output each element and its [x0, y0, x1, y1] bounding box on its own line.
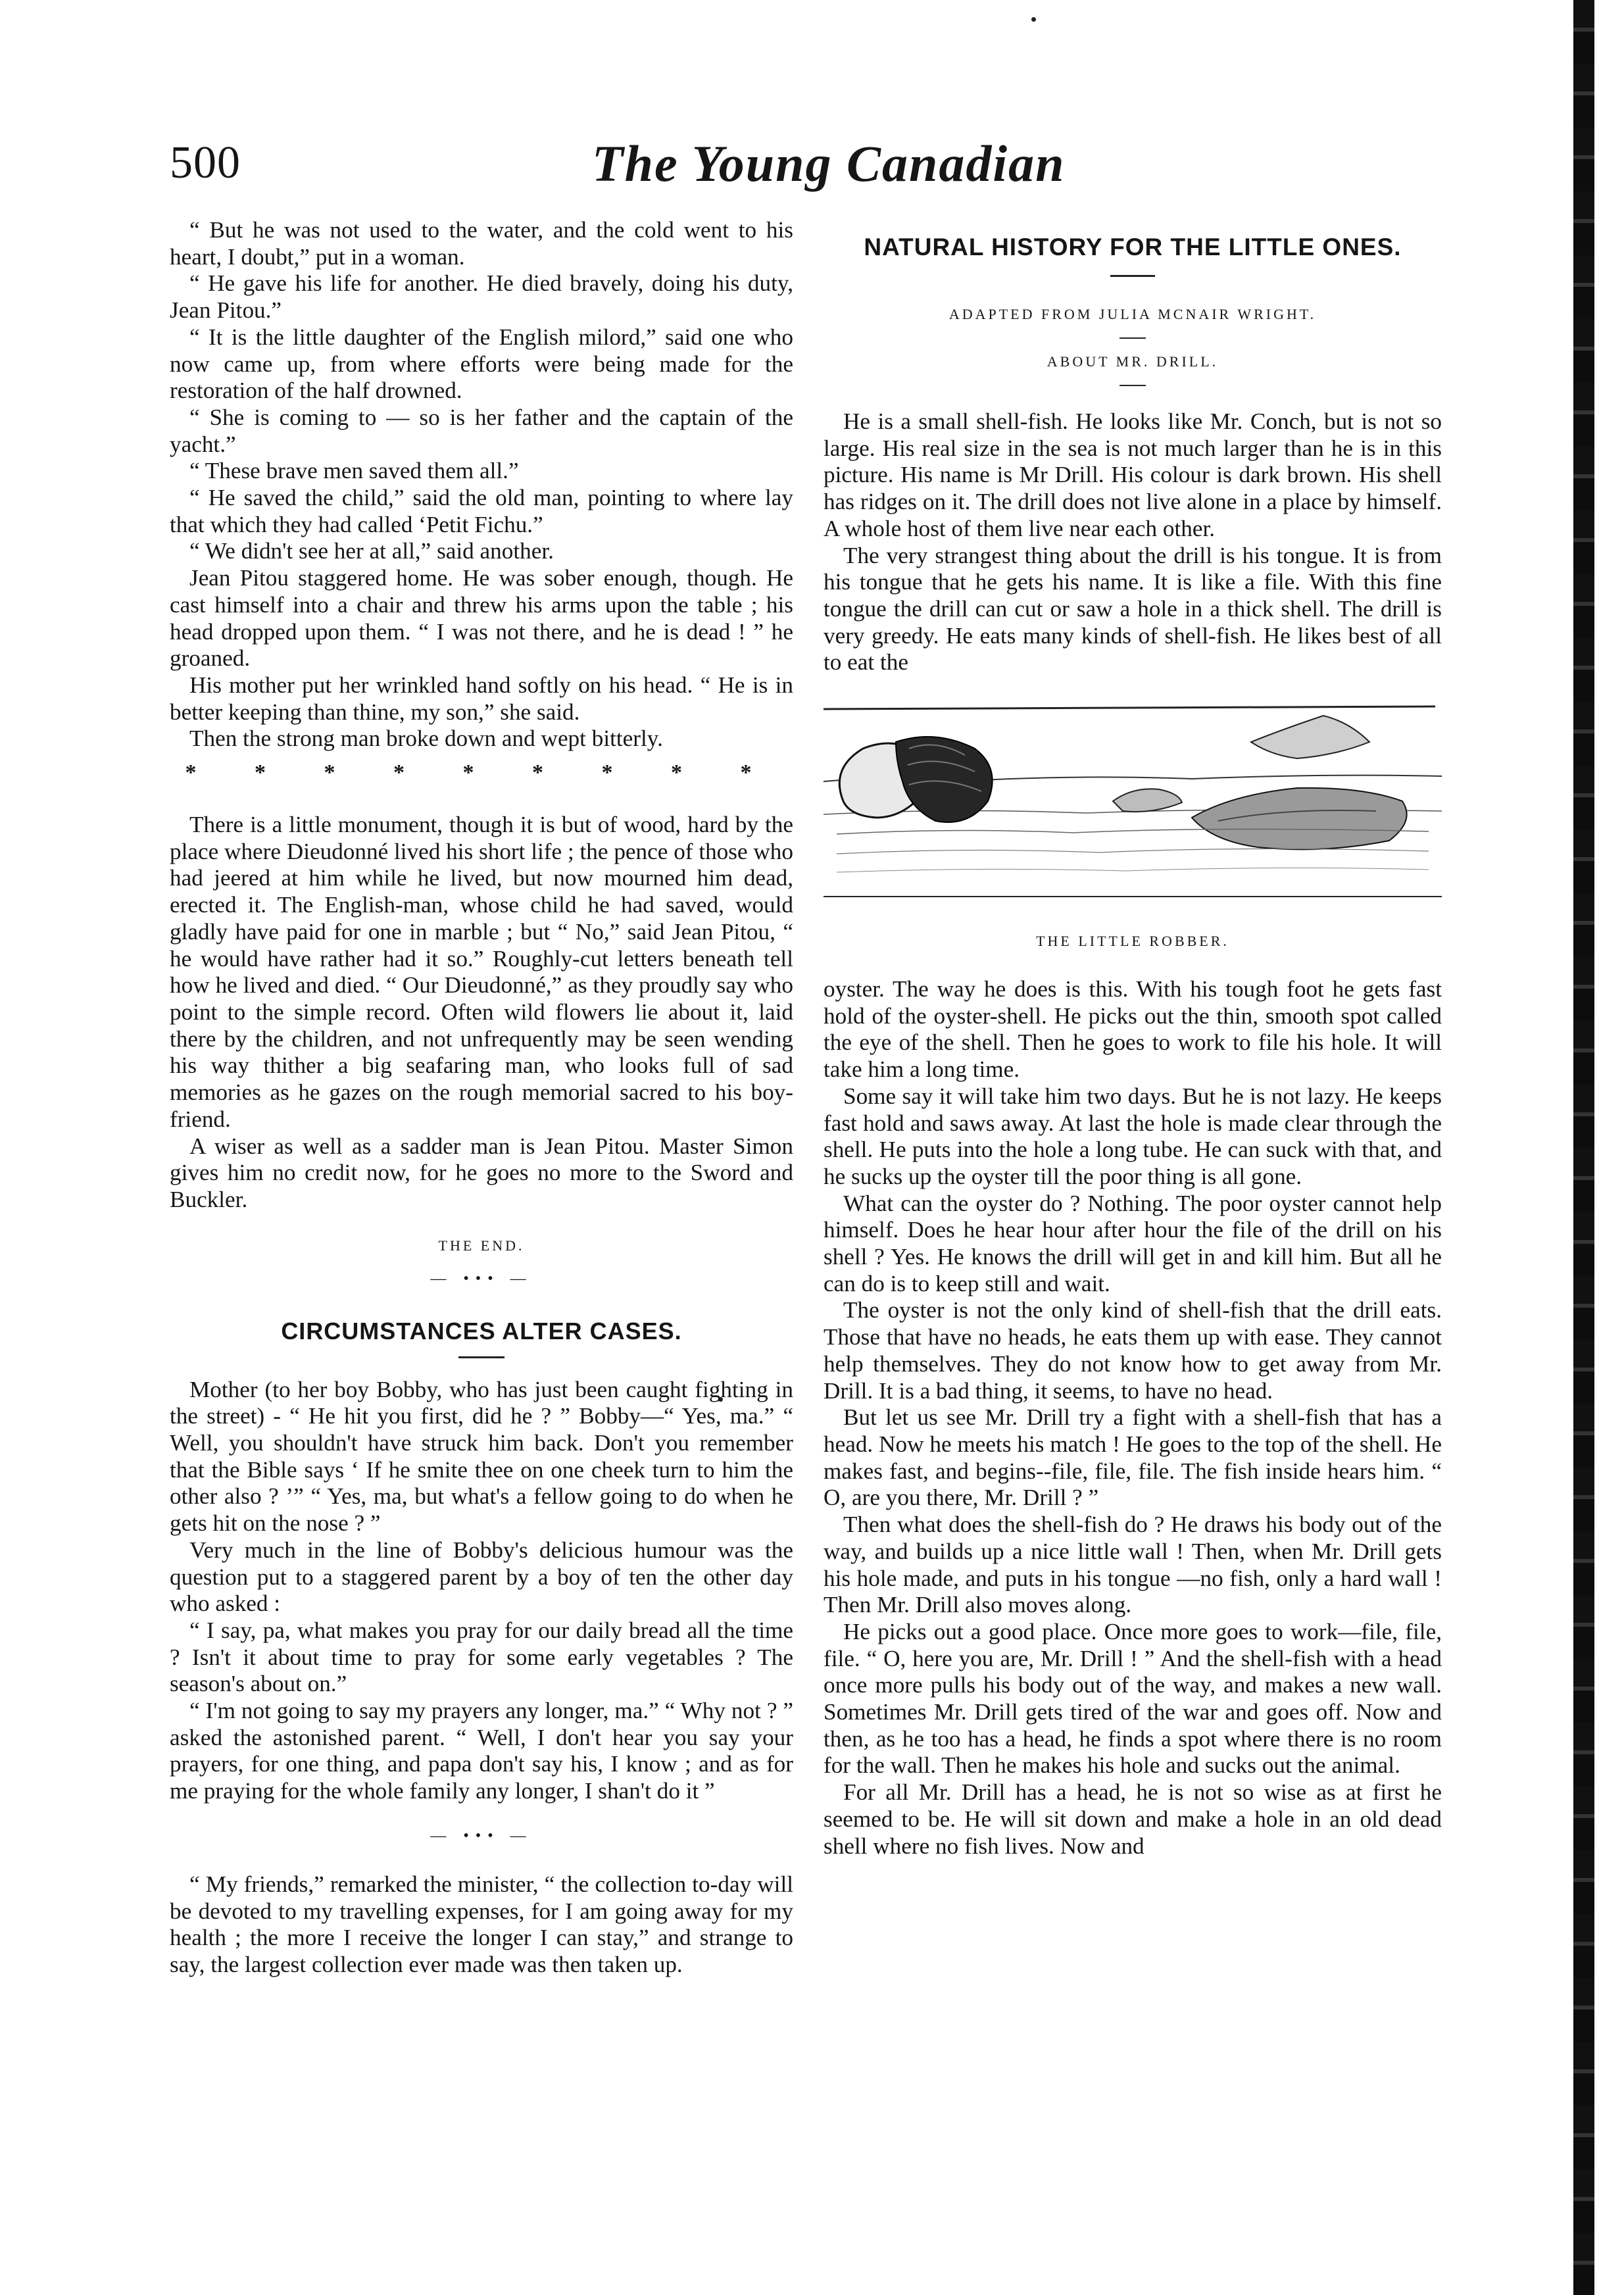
print-speck: [1031, 17, 1036, 22]
page-binding-edge: [1573, 0, 1594, 2295]
natural-history-title: NATURAL HISTORY FOR THE LITTLE ONES.: [864, 234, 1402, 260]
body-paragraph: Some say it will take him two days. But he is not lazy. He keeps fast hold and saws away. At last the hole is made clear through the shell. He puts into the hole a long tube. He can suck with that, and he sucks up the oyster till the poor thing is all gone.: [824, 1083, 1442, 1189]
sand-line: [837, 849, 1429, 854]
ornament-divider: — ••• —: [430, 1827, 533, 1844]
story-paragraphs: [170, 217, 793, 753]
epilogue-paragraph: There is a little monument, though it is but of wood, hard by the place where Dieudonné lived his short life ; the pence of those who had jeered at him while he lived, but now mourned him dead, erected it. The English-man, whose child he had saved, would gladly have paid for one in marble ; but “ No,” said Jean Pitou, “ he would have rather had it so.” Roughly-cut letters beneath tell how he lived and died. “ Our Dieudonné,” as they proudly say who point to the simple record. Often wild flowers lie about it, laid there by the children, and not unfrequently may be seen wending his way thither a big seafaring man, who looks full of sad memories as he gazes on the rough memorial sacred to his boy-friend.: [170, 812, 793, 1132]
story-paragraph: “ We didn't see her at all,” said another.: [189, 538, 554, 564]
body-paragraph: For all Mr. Drill has a head, he is not so wise as at first he seemed to be. He will sit down and make a hole in an old dead shell where no fish lives. Now and: [824, 1779, 1442, 1859]
intro-paragraph: The very strangest thing about the drill is his tongue. It is from his tongue that he gets his name. It is like a file. With this fine tongue the drill can cut or saw a hole in a thick shell. The drill is very greedy. He eats many kinds of shell-fish. He likes best of all to eat the: [824, 542, 1442, 676]
circumstances-paragraph: “ I'm not going to say my prayers any longer, ma.” “ Why not ? ” asked the astonished parent. “ Well, I don't hear you say your prayers, for one thing, and papa don't say his, I know ; and as for me praying for the whole family any longer, I shan't do it ”: [170, 1698, 793, 1804]
circumstances-paragraph: Mother (to her boy Bobby, who has just been caught fighting in the street) - “ He hit you first, did he ? ” Bobby—“ Yes, ma.” “ Well, you shouldn't have struck him back. Don't you remember that the Bible says ‘ If he smite thee on one cheek turn to him the other also ? ’” “ Yes, ma, but what's a fellow going to do when he gets hit on the nose ? ”: [170, 1376, 793, 1537]
intro-paragraph: He is a small shell-fish. He looks like Mr. Conch, but is not so large. His real size in the sea is not much larger than he is in this picture. His name is Mr Drill. His colour is dark brown. His shell has ridges on it. The drill does not live alone in a place by himself. A whole host of them live near each other.: [824, 408, 1442, 541]
minister-paragraph: “ My friends,” remarked the minister, “ the collection to-day will be devoted to my travelling expenses, for I am going away for my health ; the more I receive the longer I can stay,” and strange to say, the largest collection ever made was then taken up.: [170, 1871, 793, 1977]
illustration-little-robber: [824, 703, 1442, 920]
section-break-stars: * * * * * * * * *: [185, 760, 778, 785]
small-shell: [1113, 789, 1182, 812]
drill-shell: [896, 737, 993, 822]
circumstances-title: CIRCUMSTANCES ALTER CASES.: [281, 1317, 682, 1345]
story-paragraph: “ She is coming to — so is her father and the captain of the yacht.”: [170, 404, 793, 457]
end-label: THE END.: [438, 1237, 525, 1254]
epilogue-paragraph: A wiser as well as a sadder man is Jean Pitou. Master Simon gives him no credit now, for he goes no more to the Sword and Buckler.: [170, 1133, 793, 1212]
circumstances-paragraph: Very much in the line of Bobby's delicious humour was the question put to a staggered parent by a boy of ten the other day who asked :: [170, 1537, 793, 1617]
left-column: [170, 217, 793, 1979]
story-paragraph: “ These brave men saved them all.”: [189, 458, 519, 484]
right-column: [824, 217, 1442, 1860]
body-paragraph: oyster. The way he does is this. With his tough foot he gets fast hold of the oyster-shell. He picks out the thin, smooth spot called the eye of the shell. Then he goes to work to file his hole. It will take him a long time.: [824, 976, 1442, 1083]
body-paragraph: But let us see Mr. Drill try a fight with a shell-fish that has a head. Now he meets his match ! He goes to the top of the shell. He makes fast, and begins--file, file, file. The fish inside hears him. “ O, are you there, Mr. Drill ? ”: [824, 1404, 1442, 1511]
mussel-rock: [1192, 788, 1407, 850]
title-rule: [458, 1356, 504, 1358]
story-paragraph: “ But he was not used to the water, and the cold went to his heart, I doubt,” put in a woman.: [170, 217, 793, 270]
story-paragraph: Then the strong man broke down and wept bitterly.: [189, 726, 663, 752]
subtitle-about-mr-drill: ABOUT MR. DRILL.: [1046, 353, 1219, 370]
story-paragraph: His mother put her wrinkled hand softly on his head. “ He is in better keeping than thine, my son,” she said.: [170, 672, 793, 725]
story-paragraph: “ It is the little daughter of the English milord,” said one who now came up, from where efforts were being made for the restoration of the half drowned.: [170, 324, 793, 404]
body-paragraph: He picks out a good place. Once more goes to work—file, file, file. “ O, here you are, Mr. Drill ! ” And the shell-fish with a head once more pulls his body out of the way, and makes a new wall. Sometimes Mr. Drill gets tired of the war and goes off. Now and then, as he too has a head, he finds a spot where there is no room for the wall. Then he makes his hole and sucks out the animal.: [824, 1618, 1442, 1779]
title-rule: [1110, 275, 1155, 277]
small-rule: [1120, 337, 1146, 339]
body-paragraph: The oyster is not the only kind of shell-fish that the drill eats. Those that have no heads, he eats them up with ease. They cannot help themselves. They do not know how to get away from Mr. Drill. It is a bad thing, it seems, to have no head.: [824, 1297, 1442, 1404]
page-number: 500: [170, 137, 241, 188]
story-paragraph: “ He gave his life for another. He died bravely, doing his duty, Jean Pitou.”: [170, 270, 793, 324]
body-paragraph: What can the oyster do ? Nothing. The poor oyster cannot help himself. Does he hear hour after hour the file of the drill on his shell ? Yes. He knows the drill will get in and kill him. But all he can do is to keep still and wait.: [824, 1190, 1442, 1296]
adapted-from-line: ADAPTED FROM JULIA MCNAIR WRIGHT.: [948, 306, 1317, 322]
body-paragraph: Then what does the shell-fish do ? He draws his body out of the way, and builds up a nice little wall ! Then, when Mr. Drill gets his hole made, and puts in his tongue —no fish, only a hard wall ! Then Mr. Drill also moves along.: [824, 1512, 1442, 1618]
shellfish-illustration: [824, 703, 1442, 920]
sand-line: [837, 868, 1429, 872]
masthead-title: The Young Canadian: [592, 135, 1066, 192]
distant-rock: [1251, 716, 1369, 758]
story-paragraph: Jean Pitou staggered home. He was sober enough, though. He cast himself into a chair and threw his arms upon the table ; his head dropped upon them. “ I was not there, and he is dead ! ” he groaned.: [170, 565, 793, 672]
circumstances-paragraph: “ I say, pa, what makes you pray for our daily bread all the time ? Isn't it about time to pray for some early vegetables ? The season's about on.”: [170, 1617, 793, 1697]
small-rule: [1120, 385, 1146, 386]
ornament-divider: — ••• —: [430, 1270, 533, 1287]
figure-caption: THE LITTLE ROBBER.: [1036, 933, 1229, 950]
story-paragraph: “ He saved the child,” said the old man, pointing to where lay that which they had called ‘Petit Fichu.”: [170, 485, 793, 537]
illustration-border-line: [824, 706, 1435, 709]
